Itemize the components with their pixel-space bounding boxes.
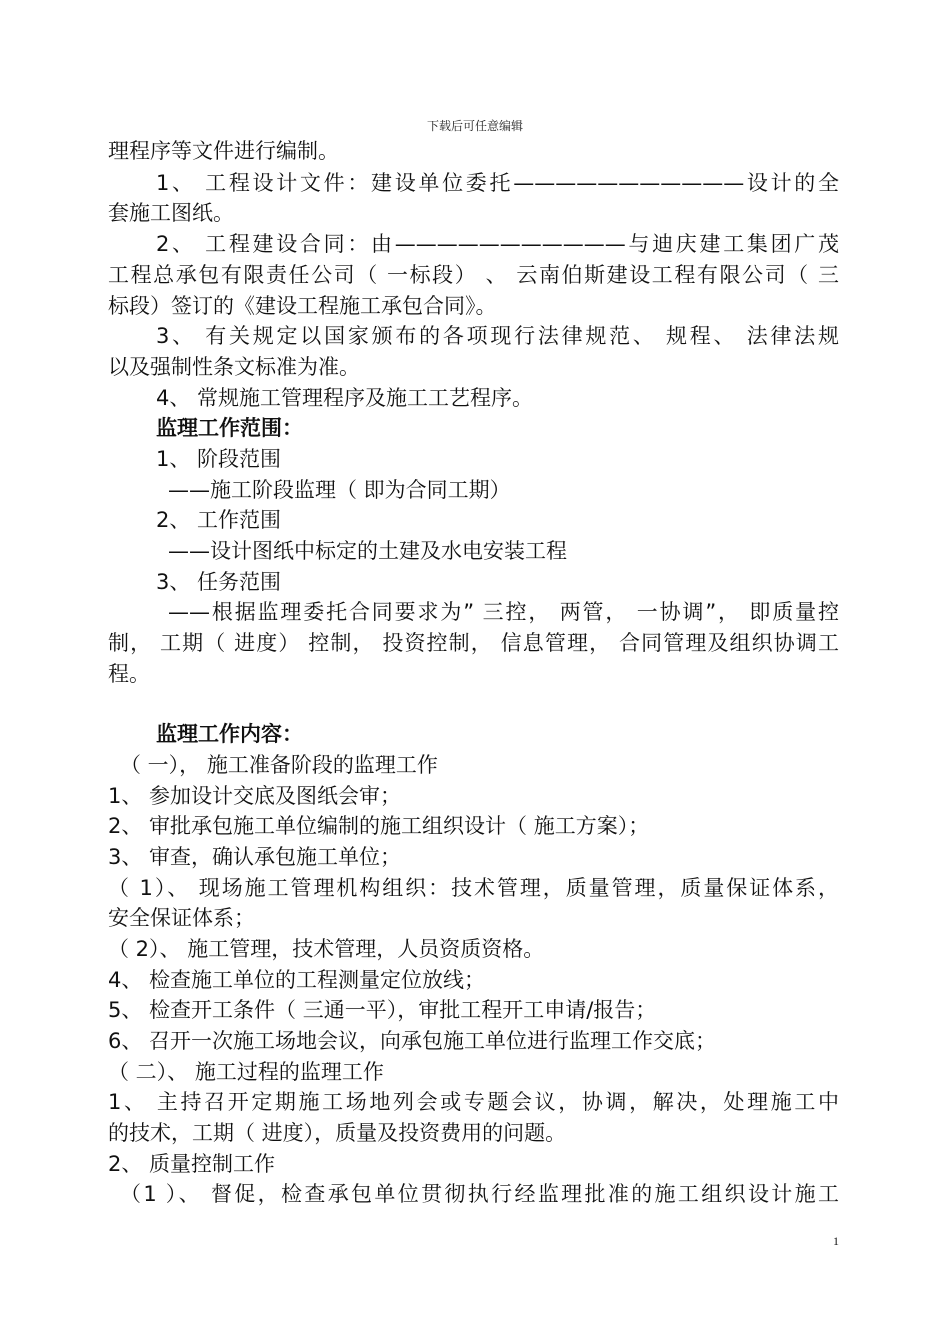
text-line: ——设计图纸中标定的土建及水电安装工程 xyxy=(168,539,567,563)
text-line: （ 一）， 施工准备阶段的监理工作 xyxy=(120,753,438,777)
text-line: 3、 审查，确认承包施工单位； xyxy=(108,845,402,869)
text-line: 2、 工作范围 xyxy=(156,508,282,532)
text-line: （1 ）、 督促，检查承包单位贯彻执行经监理批准的施工组织设计施工 xyxy=(120,1182,839,1206)
text-line: （ 二）、 施工过程的监理工作 xyxy=(108,1060,384,1084)
text-line: ——施工阶段监理（ 即为合同工期） xyxy=(168,478,511,502)
text-line: 的技术，工期（ 进度），质量及投资费用的问题。 xyxy=(108,1121,567,1145)
text-line: 5、 检查开工条件（ 三通一平），审批工程开工申请/报告； xyxy=(108,998,657,1022)
text-line: 2、 质量控制工作 xyxy=(108,1152,276,1176)
text-line: 1、 阶段范围 xyxy=(156,447,282,471)
text-line: 2、 审批承包施工单位编制的施工组织设计（ 施工方案）； xyxy=(108,814,650,838)
text-line: 4、 常规施工管理程序及施工工艺程序。 xyxy=(156,386,534,410)
text-line: 安全保证体系； xyxy=(108,906,255,930)
text-line: 理程序等文件进行编制。 xyxy=(108,139,339,163)
text-line: （ 1）、 现场施工管理机构组织：技术管理，质量管理，质量保证体系， xyxy=(108,876,839,900)
text-line: 套施工图纸。 xyxy=(108,201,234,225)
text-line: 以及强制性条文标准为准。 xyxy=(108,355,360,379)
text-line: 1、 工程设计文件：建设单位委托———————————设计的全 xyxy=(156,171,839,195)
text-line: 制， 工期（ 进度） 控制， 投资控制， 信息管理， 合同管理及组织协调工 xyxy=(108,631,839,655)
section-heading: 监理工作范围： xyxy=(156,416,303,440)
text-line: 标段）签订的《建设工程施工承包合同》。 xyxy=(108,294,497,318)
section-heading: 监理工作内容： xyxy=(156,722,303,746)
text-line: 1、 参加设计交底及图纸会审； xyxy=(108,784,402,808)
text-line: 3、 任务范围 xyxy=(156,570,282,594)
text-line: 2、 工程建设合同：由———————————与迪庆建工集团广茂 xyxy=(156,232,839,256)
text-line: 3、 有关规定以国家颁布的各项现行法律规范、 规程、 法律法规 xyxy=(156,324,839,348)
page-number: 1 xyxy=(833,1234,839,1248)
text-line: 4、 检查施工单位的工程测量定位放线； xyxy=(108,968,486,992)
text-line: （ 2）、 施工管理，技术管理，人员资质资格。 xyxy=(108,937,545,961)
text-line: 程。 xyxy=(108,662,150,686)
page-header: 下载后可任意编辑 xyxy=(426,119,523,133)
text-line: 6、 召开一次施工场地会议，向承包施工单位进行监理工作交底； xyxy=(108,1029,717,1053)
text-line: 1、 主持召开定期施工场地列会或专题会议，协调，解决，处理施工中 xyxy=(108,1090,839,1114)
text-line: 工程总承包有限责任公司（ 一标段） 、 云南伯斯建设工程有限公司（ 三 xyxy=(108,263,839,287)
text-line: ——根据监理委托合同要求为” 三控， 两管， 一协调”， 即质量控 xyxy=(168,600,839,624)
